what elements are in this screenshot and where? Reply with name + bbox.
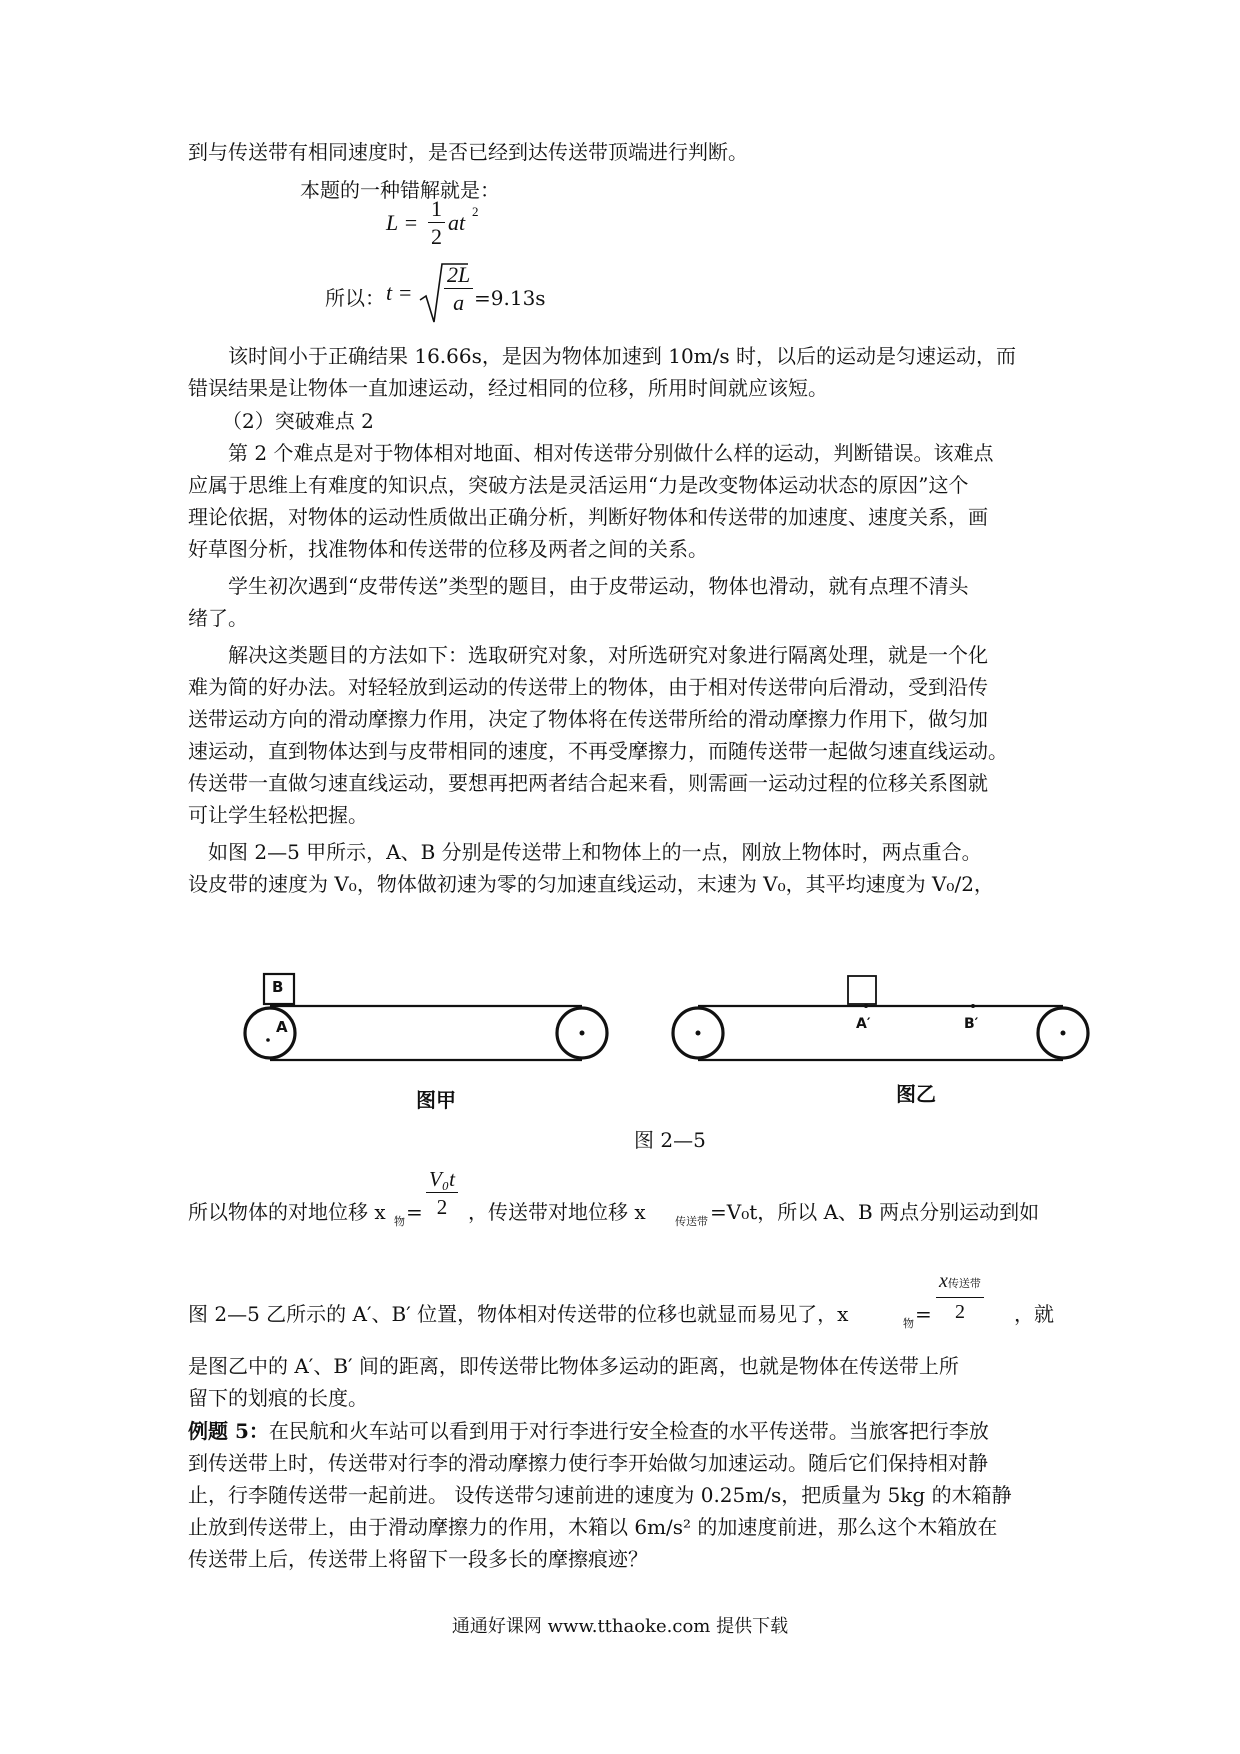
para-intro: 到与传送带有相同速度时，是否已经到达传送带顶端进行判断。 — [188, 140, 748, 164]
para-disp-2-num — [936, 1268, 984, 1298]
para-disp-2-num-x: x — [939, 1270, 948, 1292]
para-disp-1-sub2: 传送带 — [675, 1215, 708, 1228]
para-disp-3-1: 是图乙中的 A′、B′ 间的距离，即传送带比物体多运动的距离，也就是物体在传送带上所 — [188, 1354, 959, 1378]
wrong-solution-label: 本题的一种错解就是： — [300, 178, 500, 202]
label-a: A — [276, 1018, 288, 1036]
box-right — [848, 976, 876, 1004]
formula-1-fraction — [428, 196, 445, 251]
para-method-5: 传送带一直做匀速直线运动，要想再把两者结合起来看，则需画一运动过程的位移关系图就 — [188, 771, 988, 795]
label-b: B — [272, 978, 284, 996]
para-disp-1-den: 2 — [436, 1195, 448, 1219]
para-disp-1-fraction — [426, 1166, 458, 1221]
para-difficulty-3: 理论依据，对物体的运动性质做出正确分析，判断好物体和传送带的加速度、速度关系，画 — [188, 505, 988, 529]
para-student-2: 绪了。 — [188, 606, 248, 630]
para-method-6: 可让学生轻松把握。 — [188, 803, 368, 827]
example-line-1: 到传送带上时，传送带对行李的滑动摩擦力使行李开始做匀加速运动。随后它们保持相对静 — [188, 1451, 988, 1475]
example-first: 在民航和火车站可以看到用于对行李进行安全检查的水平传送带。当旅客把行李放 — [268, 1419, 989, 1443]
belt-right — [673, 976, 1088, 1060]
para-disp-2-a: 图 2—5 乙所示的 A′、B′ 位置，物体相对传送带的位移也就显而易见了，x — [188, 1302, 849, 1326]
formula-1-lhs: L = — [386, 210, 419, 235]
formula-2-result: =9.13s — [474, 286, 546, 310]
label-b-prime: B′ — [964, 1016, 979, 1032]
para-disp-1-sub1: 物 — [394, 1215, 405, 1228]
para-disp-1-num: V₀t — [426, 1166, 458, 1193]
para-explain-2: 错误结果是让物体一直加速运动，经过相同的位移，所用时间就应该短。 — [188, 376, 828, 400]
formula-2-t: t = — [386, 280, 413, 305]
caption-right: 图乙 — [896, 1082, 936, 1106]
caption-left: 图甲 — [416, 1088, 456, 1112]
formula-2-fraction — [444, 262, 473, 317]
para-figure-1: 如图 2—5 甲所示，A、B 分别是传送带上和物体上的一点，刚放上物体时，两点重合。 — [208, 840, 982, 864]
formula-1-numerator: 1 — [428, 196, 445, 223]
para-disp-2-b: ，就 — [1014, 1302, 1054, 1326]
para-figure-2: 设皮带的速度为 V₀，物体做初速为零的匀加速直线运动，末速为 V₀，其平均速度为 V₀/2， — [188, 872, 994, 896]
para-method-3: 送带运动方向的滑动摩擦力作用，决定了物体将在传送带所给的滑动摩擦力作用下，做匀加 — [188, 707, 988, 731]
example-line-2: 止，行李随传送带一起前进。 设传送带匀速前进的速度为 0.25m/s，把质量为 5kg 的木箱静 — [188, 1483, 1012, 1507]
example-line-4: 传送带上后，传送带上将留下一段多长的摩擦痕迹？ — [188, 1547, 648, 1571]
formula-1-rhs: at — [448, 210, 466, 235]
para-disp-1-b: ，传送带对地位移 x — [468, 1200, 646, 1224]
formula-1-exponent: 2 — [472, 204, 479, 219]
para-disp-2-sub1: 物 — [903, 1317, 914, 1330]
para-method-1: 解决这类题目的方法如下：选取研究对象，对所选研究对象进行隔离处理，就是一个化 — [228, 643, 988, 667]
para-method-4: 速运动，直到物体达到与皮带相同的速度，不再受摩擦力，而随传送带一起做匀速直线运动。 — [188, 739, 1008, 763]
para-method-2: 难为简的好办法。对轻轻放到运动的传送带上的物体，由于相对传送带向后滑动，受到沿传 — [188, 675, 988, 699]
example-first-line — [188, 1415, 989, 1447]
para-student-1: 学生初次遇到“皮带传送”类型的题目，由于皮带运动，物体也滑动，就有点理不清头 — [228, 574, 969, 598]
para-disp-1-c: =V₀t，所以 A、B 两点分别运动到如 — [710, 1200, 1040, 1224]
para-difficulty-2: 应属于思维上有难度的知识点，突破方法是灵活运用“力是改变物体运动状态的原因”这个 — [188, 473, 969, 497]
example-line-3: 止放到传送带上，由于滑动摩擦力的作用，木箱以 6m/s² 的加速度前进，那么这个木箱放在 — [188, 1515, 998, 1539]
para-disp-2-num-sub: 传送带 — [947, 1278, 981, 1290]
para-disp-1-eq: = — [406, 1200, 423, 1224]
belt-left — [245, 974, 607, 1060]
para-explain-1: 该时间小于正确结果 16.66s，是因为物体加速到 10m/s 时，以后的运动是匀速运动，而 — [228, 344, 1017, 368]
para-disp-2-fraction — [936, 1268, 984, 1326]
formula-2-prefix: 所以： — [325, 286, 385, 310]
section-title: （2）突破难点 2 — [222, 409, 374, 433]
para-disp-1-a: 所以物体的对地位移 x — [188, 1200, 386, 1224]
formula-2-denominator: a — [453, 290, 465, 315]
label-a-prime: A′ — [856, 1016, 871, 1032]
para-disp-2-den: 2 — [954, 1301, 965, 1323]
para-disp-3-2: 留下的划痕的长度。 — [188, 1386, 368, 1410]
figure-caption: 图 2—5 — [634, 1128, 706, 1152]
para-difficulty-4: 好草图分析，找准物体和传送带的位移及两者之间的关系。 — [188, 537, 708, 561]
formula-2-numerator: 2L — [444, 262, 473, 289]
formula-1-denominator: 2 — [431, 224, 442, 249]
page-footer: 通通好课网 www.tthaoke.com 提供下载 — [451, 1616, 789, 1637]
para-disp-2-eq: = — [915, 1302, 932, 1326]
para-difficulty-1: 第 2 个难点是对于物体相对地面、相对传送带分别做什么样的运动，判断错误。该难点 — [228, 441, 994, 465]
example-label: 例题 5： — [188, 1419, 269, 1443]
